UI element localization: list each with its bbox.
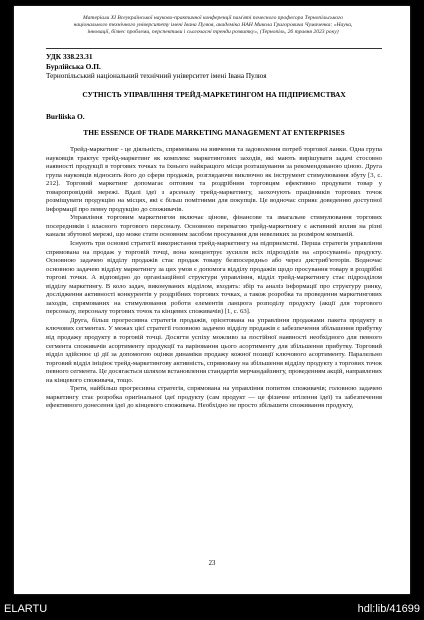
header-line: інновації, бізнес проблеми, перспективи і сьогочасні тренди розвитку», (Тернопіль, 26 травня 2023 року) bbox=[87, 29, 339, 35]
conference-header bbox=[56, 15, 370, 36]
body-paragraph: Управління торговим маркетингом включає цінове, фінансове та змагальне стимулювання торгових посередників і власного торгового персоналу. Основною перевагою трейд-маркетингу є активний вплив на різні канали збутової мережі, що може стати основним засобом просування для невеликих за розміром компаній. bbox=[46, 214, 382, 239]
udk-code: УДК 338.23.31 bbox=[46, 52, 93, 61]
title-en: THE ESSENCE OF TRADE MARKETING MANAGEMENT AT ENTERPRISES bbox=[83, 128, 345, 137]
title-uk: СУТНІСТЬ УПРАВЛІННЯ ТРЕЙД-МАРКЕТИНГОМ НА ПІДПРИЄМСТВАХ bbox=[82, 90, 346, 99]
header-line: Матеріали XI Всеукраїнської науково-практичної конференції пам'яті почесного професора Тернопільського bbox=[83, 15, 343, 21]
body-paragraph: Існують три основні стратегії використання трейд-маркетингу на підприємстві. Перша стратегія управління спрямована на продаж у торговій точці, вона концентрує зусилля всіх підрозділів на «просуванні» продукту. Основною задачею відділу продажів стає продаж товару безпосередньо або через дистриб'юторів. Водночас основною задачею відділу маркетингу за цих умов є допомога відділу продажів щодо просування товару в роздрібні торгові точки. А відповідно до організаційної структури управління, відділ трейд-маркетингу стає підрозділом відділу маркетингу. В коло задач, виконуваних відділом, входять: збір та аналіз інформації про структуру ринку, дослідження активності конкурентів у роздрібних торгових точках, а також розробка та проведення маркетингових заходів, спрямованих на стимулювання роботи елементів ланцюга розподілу продукту (акції для торгового персоналу, персоналу торгових точок та кінцевих споживачів) [1, с. 63]. bbox=[46, 240, 382, 316]
header-divider bbox=[46, 48, 382, 49]
viewer-footer bbox=[0, 598, 424, 620]
handle-label: hdl:lib/41699 bbox=[357, 603, 420, 615]
repository-label: ELARTU bbox=[4, 603, 48, 615]
body-paragraph: Трейд-маркетинг - це діяльність, спрямована на вивчення та задоволення потреб торгової ланки. Одна група науковців трактує трейд-маркетинг як комплекс маркетингових заходів, які мають вирішувати задачі стосовно наявності продукції в торгових точках та їхнього найкращого місця розташування за рекомендованою ціною. Друга група науковців відносить його до сфери продажів, розглядаючи виключно як інструмент стимулювання збуту [3, с. 212]. Торговий маркетинг допомагає оптовим та роздрібним торговцям ефективно продувати товар у товаропровідній мережі. Вдалі ідеї з арсеналу трейд-маркетингу, заохочують працівників торгових точок розміщувати продукцію на місцях, які є більш помітними для покупців. Це водночас сприяє доведенню доступної інформації про певну продукцію до споживачів. bbox=[46, 146, 382, 213]
author-uk: Бурлійська О.П. bbox=[46, 62, 101, 71]
page-number: 23 bbox=[208, 560, 216, 567]
header-line: національного технічного університету імені Івана Пулюя, академіка НАН Микола Григоровича Чумаченка: «Наука, bbox=[73, 22, 353, 28]
document-page bbox=[14, 6, 410, 594]
author-en: Burliiska O. bbox=[46, 112, 85, 121]
article-body bbox=[46, 146, 382, 411]
body-paragraph: Третя, найбільш прогресивна стратегія, спрямована на управління попитом споживачів; головною задачею маркетингу стає розробка оригінальної ідеї продукту (сам продукт — це фізичне втілення ідеї) та забезпечення ефективного донесення ідеї до кінцевого споживача. Необхідно не просто збільшити споживання продукту, bbox=[46, 385, 382, 410]
body-paragraph: Друга, більш прогресивна стратегія продажів, орієнтована на управління продажами пакета продукту в ключових сегментах. У межах цієї стратегії головною задачею відділу продажів є забезпечення збільшення прибутку від продажу продукту в торговій точці. Досягти успіху можливо за постійної наявності необхідного для певного сегмента споживачів асортименту продукції та варіювання цього асортименту для збільшення прибутку. Торговий відділ здійснює ці дії за допомогою оцінки динаміки продажу кожної позиції ключового асортименту. Паралельно торговий відділ ініціює трейд-маркетингову активність, спрямовану на збільшення відділу продукту з торгових точок певного сегмента. Це досягається шляхом встановлення стандартів мерчандайзингу, проведенням акцій, направлених на кінцевого споживача, тощо. bbox=[46, 316, 382, 384]
affiliation: Тернопільський національний технічний університет імені Івана Пулюя bbox=[46, 72, 267, 80]
